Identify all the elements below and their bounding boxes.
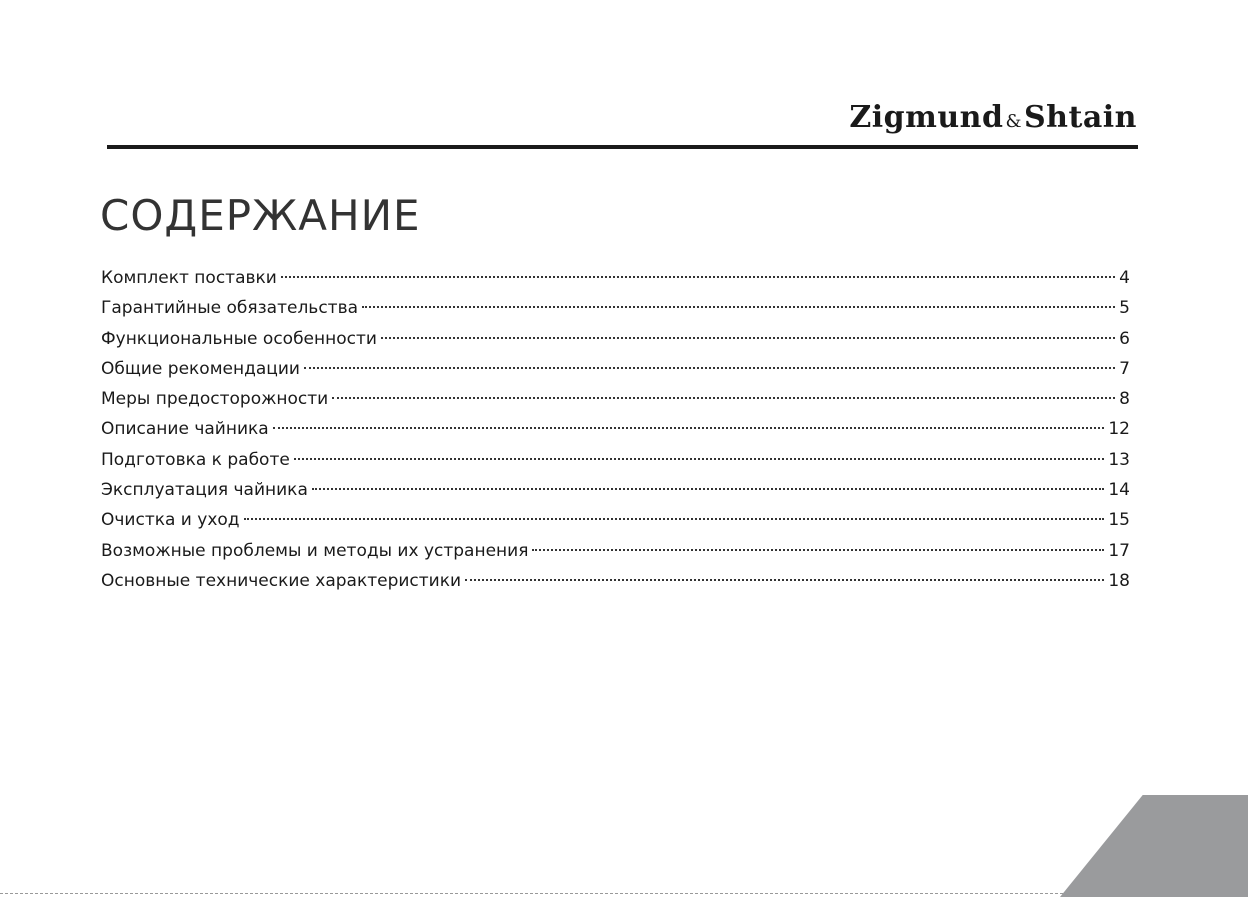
toc-row[interactable] [101, 324, 1130, 354]
toc-page-number: 15 [1108, 510, 1130, 531]
toc-label: Гарантийные обязательства [101, 298, 359, 319]
toc-row[interactable] [101, 536, 1130, 566]
toc-page-number: 14 [1108, 480, 1130, 501]
toc-label: Функциональные особенности [101, 328, 377, 349]
toc-page-number: 13 [1108, 449, 1130, 470]
toc-row[interactable] [101, 263, 1130, 293]
toc-label: Основные технические характеристики [101, 570, 462, 591]
header-rule [107, 145, 1138, 149]
logo-ampersand: & [1005, 111, 1023, 132]
toc-label: Описание чайника [101, 419, 269, 440]
toc-leader-dots [281, 276, 1115, 278]
toc-label: Очистка и уход [101, 510, 240, 531]
toc-page-number: 5 [1119, 298, 1130, 319]
toc-page-number: 18 [1108, 570, 1130, 591]
toc-row[interactable] [101, 414, 1130, 444]
toc-page-number: 6 [1119, 328, 1130, 349]
toc-row[interactable] [101, 505, 1130, 535]
toc-leader-dots [294, 458, 1105, 460]
toc-row[interactable] [101, 445, 1130, 475]
toc-label: Общие рекомендации [101, 358, 300, 379]
toc-row[interactable] [101, 354, 1130, 384]
toc-leader-dots [362, 306, 1115, 308]
toc-label: Комплект поставки [101, 268, 277, 288]
page-corner-tab [1060, 795, 1248, 897]
page-title: СОДЕРЖАНИЕ [100, 191, 421, 240]
toc-leader-dots [532, 549, 1104, 551]
toc-label: Меры предосторожности [101, 389, 329, 410]
toc-leader-dots [273, 427, 1105, 429]
toc-label: Подготовка к работе [101, 449, 290, 470]
toc-page-number: 8 [1119, 389, 1130, 410]
toc-row[interactable] [101, 475, 1130, 505]
page-bottom-edge [0, 893, 1248, 894]
toc-leader-dots [312, 488, 1104, 490]
toc-leader-dots [381, 337, 1115, 339]
toc-row[interactable] [101, 566, 1130, 596]
toc-page-number: 17 [1108, 540, 1130, 561]
toc-label: Эксплуатация чайника [101, 480, 308, 501]
toc-page-number: 7 [1119, 358, 1130, 379]
toc-label: Возможные проблемы и методы их устранения [101, 540, 529, 561]
toc-leader-dots [465, 579, 1104, 581]
toc-page-number: 12 [1108, 419, 1130, 440]
logo-word-zigmund: Zigmund [849, 100, 1004, 135]
logo-word-shtain: Shtain [1024, 100, 1137, 135]
toc-row[interactable] [101, 384, 1130, 414]
toc-row[interactable] [101, 293, 1130, 323]
toc-leader-dots [244, 518, 1105, 520]
toc-leader-dots [304, 367, 1115, 369]
toc-leader-dots [332, 397, 1115, 399]
brand-logo [849, 98, 1137, 142]
toc-page-number: 4 [1119, 268, 1130, 288]
table-of-contents [101, 263, 1130, 596]
